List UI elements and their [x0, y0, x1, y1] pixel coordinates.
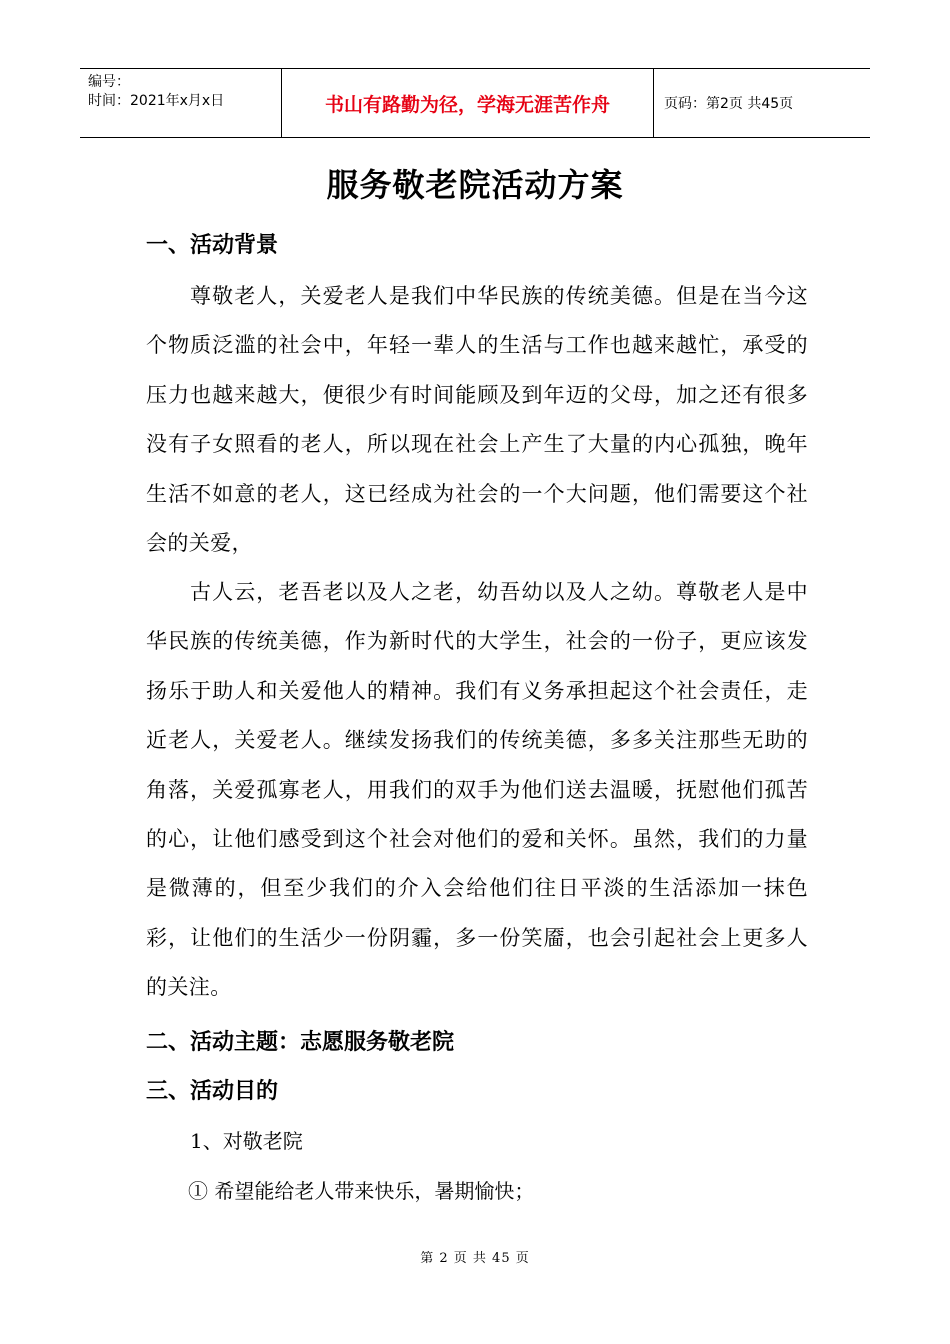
- header-page-info: 页码：第2页 共45页: [664, 96, 794, 112]
- section-heading-background: 一、活动背景: [146, 233, 279, 258]
- section-heading-purpose: 三、活动目的: [146, 1079, 279, 1104]
- section-heading-theme: 二、活动主题：志愿服务敬老院: [146, 1030, 455, 1055]
- document-title: 服务敬老院活动方案: [326, 166, 624, 204]
- document-time-label: 时间：2021年x月x日: [88, 93, 225, 109]
- paragraph-background-2: 古人云，老吾老以及人之老，幼吾幼以及人之幼。尊敬老人是中华民族的传统美德，作为新时代的大学生，社会的一份子，更应该发扬乐于助人和关爱他人的精神。我们有义务承担起这个社会责任，走近老人，关爱老人。继续发扬我们的传统美德，多多关注那些无助的角落，关爱孤寡老人，用我们的双手为他们送去温暖，抚慰他们孤苦的心，让他们感受到这个社会对他们的爱和关怀。虽然，我们的力量是微薄的，但至少我们的介入会给他们往日平淡的生活添加一抹色彩，让他们的生活少一份阴霾，多一份笑靥，也会引起社会上更多人的关注。: [146, 580, 808, 1000]
- list-item-nursing-home: 1、对敬老院: [190, 1129, 303, 1153]
- paragraph-background-1: 尊敬老人，关爱老人是我们中华民族的传统美德。但是在当今这个物质泛滥的社会中，年轻一辈人的生活与工作也越来越忙，承受的压力也越来越大，便很少有时间能顾及到年迈的父母，加之还有很多没有子女照看的老人，所以现在社会上产生了大量的内心孤独，晚年生活不如意的老人，这已经成为社会的一个大问题，他们需要这个社会的关爱，: [146, 284, 808, 556]
- header-table: [80, 68, 870, 138]
- page-footer: 第 2 页 共 45 页: [420, 1251, 530, 1266]
- header-meta: [80, 69, 282, 137]
- document-number-label: 编号：: [88, 74, 130, 90]
- list-item-sub-1: ① 希望能给老人带来快乐，暑期愉快；: [188, 1179, 535, 1203]
- header-motto: 书山有路勤为径，学海无涯苦作舟: [282, 69, 654, 137]
